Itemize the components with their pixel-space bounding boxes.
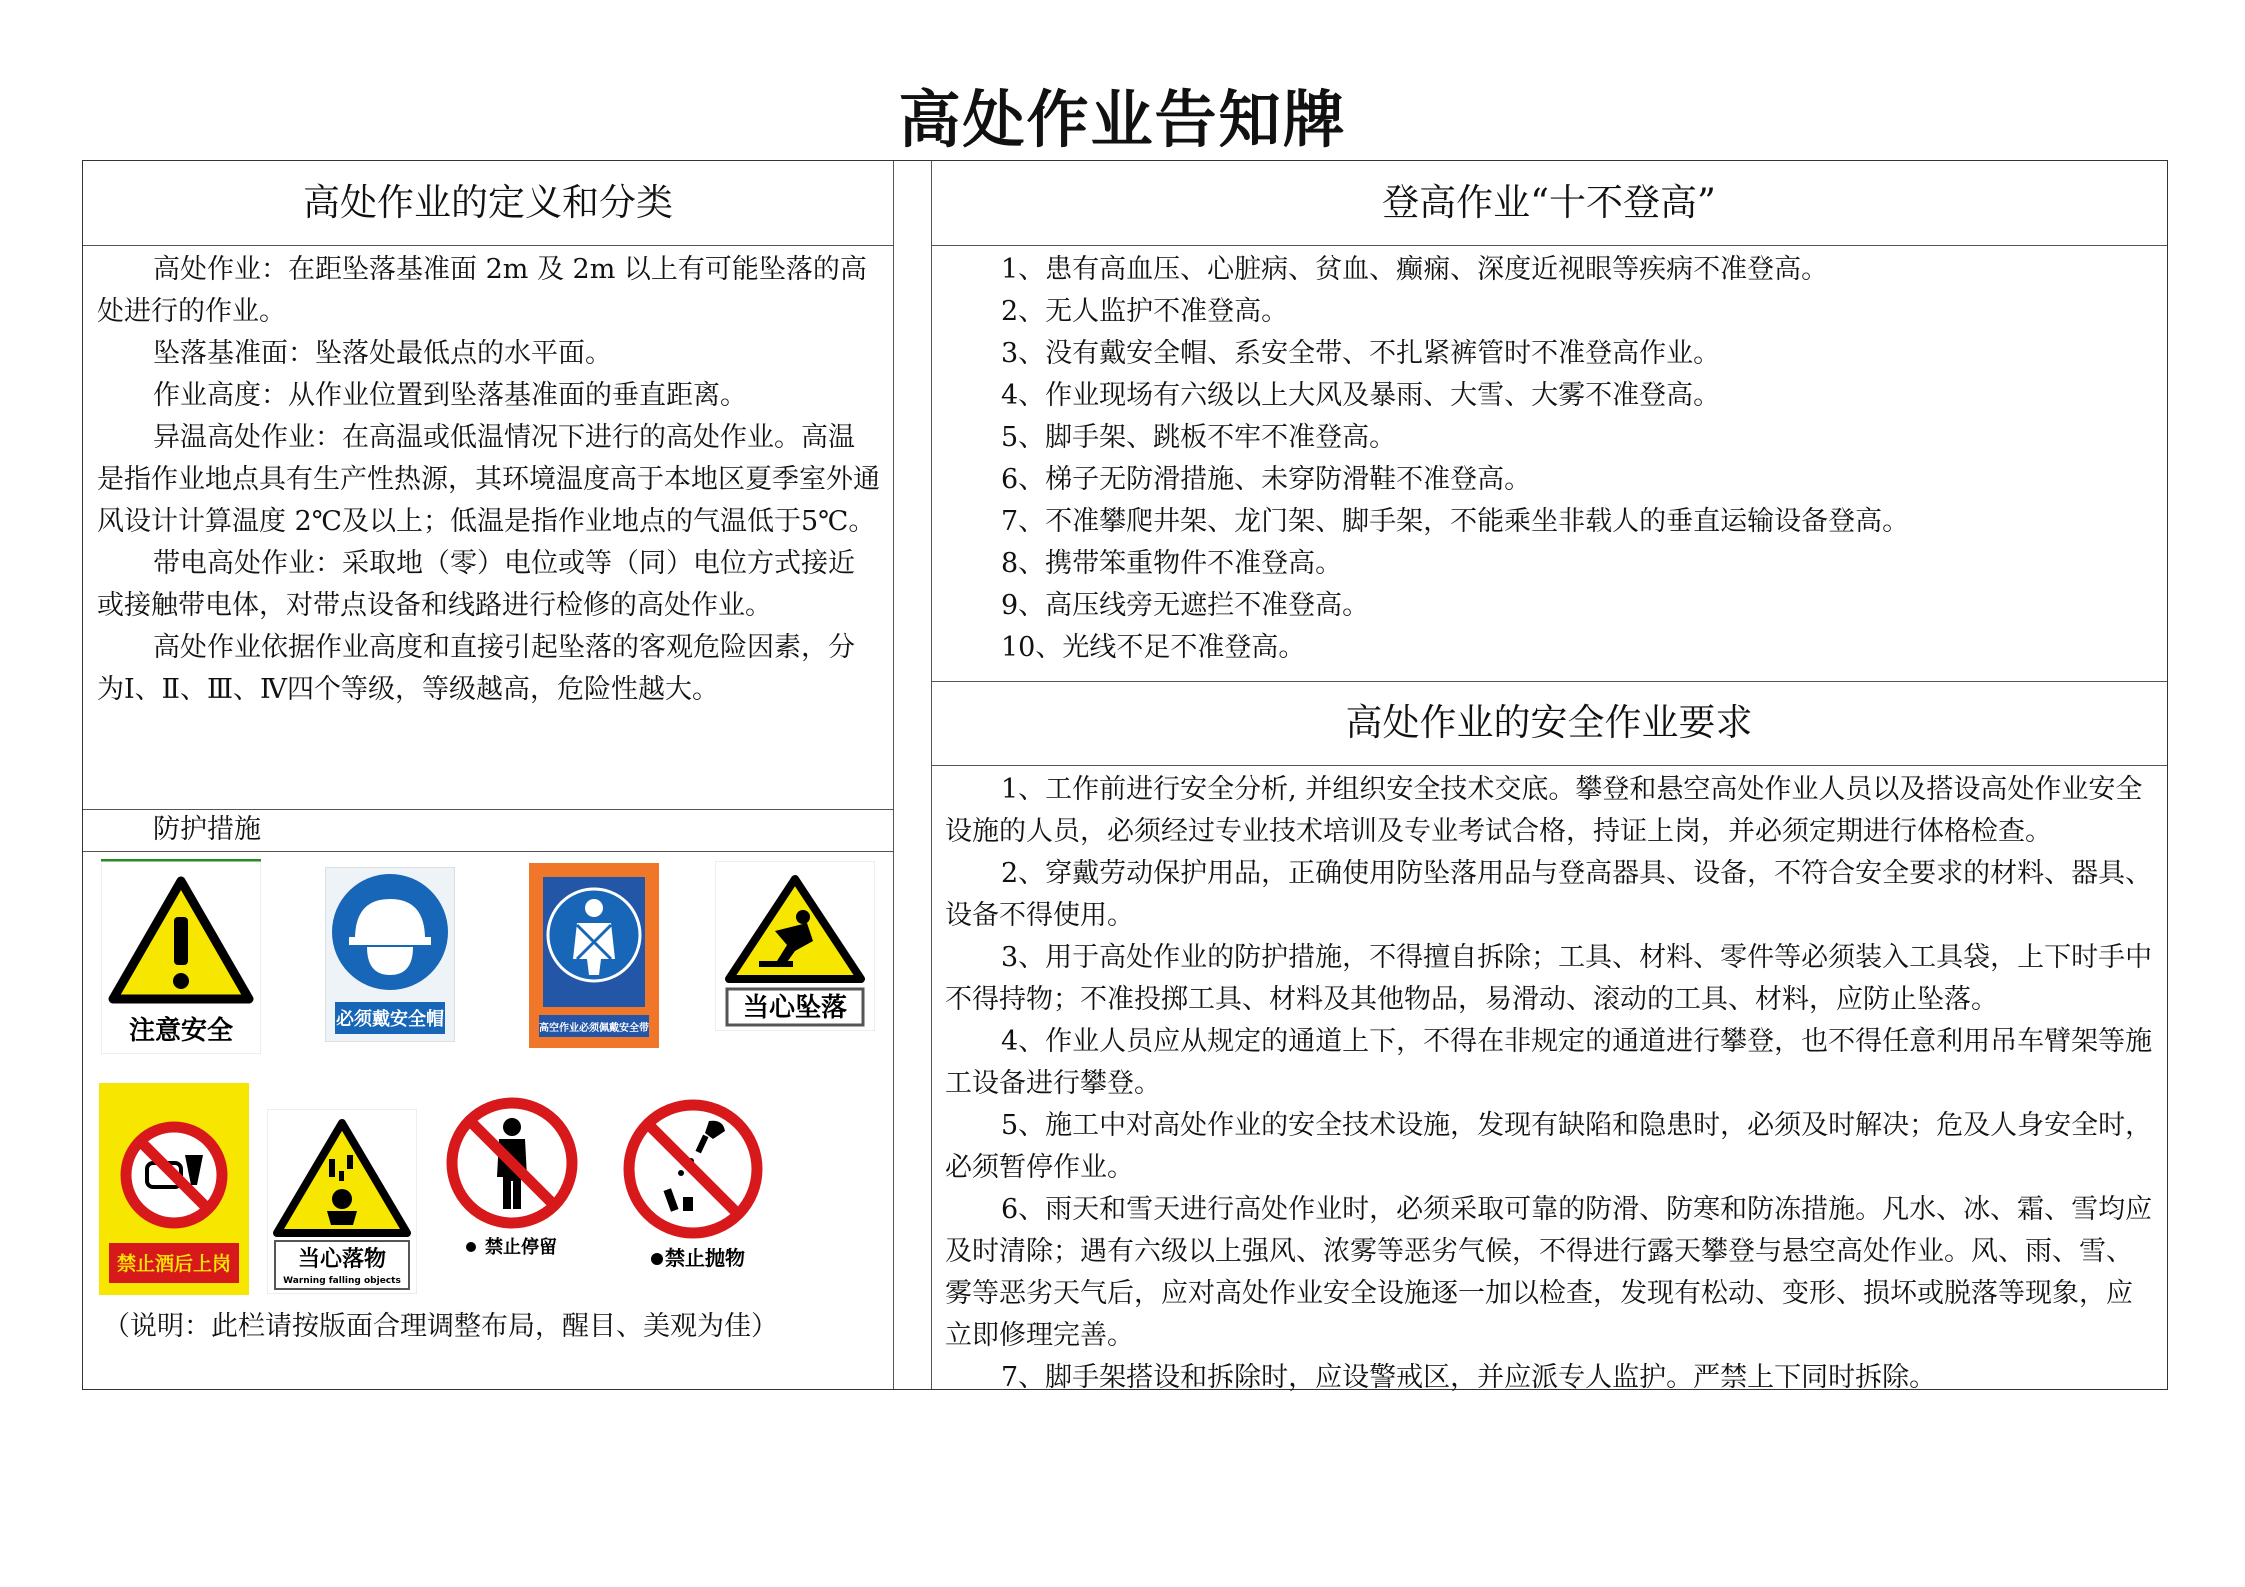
- falling-objects-icon: [267, 1109, 417, 1294]
- list-item: 3、没有戴安全帽、系安全带、不扎紧裤管时不准登高作业。: [1001, 338, 1721, 369]
- list-item: 10、光线不足不准登高。: [1001, 632, 1306, 663]
- list-item: 5、施工中对高处作业的安全技术设施，发现有缺陷和隐患时，必须及时解决；危及人身安全时，必须暂停作业。: [945, 1110, 2153, 1183]
- notice-board: [82, 160, 2168, 1393]
- list-item: 9、高压线旁无遮拦不准登高。: [1001, 590, 1370, 621]
- list-item: 4、作业现场有六级以上大风及暴雨、大雪、大雾不准登高。: [1001, 380, 1721, 411]
- list-item: 6、雨天和雪天进行高处作业时，必须采取可靠的防滑、防寒和防冻措施。凡水、冰、霜、雪均应及时清除；遇有六级以上强风、浓雾等恶劣气候，不得进行露天攀登与悬空高处作业。风、雨、雪、雾等恶劣天气后，应对高处作业安全设施逐一加以检查，发现有松动、变形、损坏或脱落等现象，应立即修理完善。: [945, 1194, 2153, 1351]
- svg-text:禁止酒后上岗: 禁止酒后上岗: [116, 1253, 232, 1275]
- list-item: 7、不准攀爬井架、龙门架、脚手架，不能乘坐非载人的垂直运输设备登高。: [1001, 506, 1910, 537]
- ten-donts-heading: 登高作业“十不登高”: [1382, 181, 1716, 224]
- sign-wear-helmet: [325, 867, 455, 1042]
- list-item: 2、穿戴劳动保护用品，正确使用防坠落用品与登高器具、设备，不符合安全要求的材料、器具、设备不得使用。: [945, 858, 2153, 931]
- no-throwing-icon: [613, 1091, 773, 1276]
- sign-falling-person: [715, 861, 875, 1031]
- column-divider: [931, 161, 932, 1389]
- list-item: 4、作业人员应从规定的通道上下，不得在非规定的通道进行攀登，也不得任意利用吊车臂架等施工设备进行攀登。: [945, 1026, 2153, 1099]
- sign-wear-harness: [529, 863, 659, 1048]
- svg-text:必须戴安全帽: 必须戴安全帽: [336, 1009, 444, 1030]
- svg-text:当心落物: 当心落物: [297, 1247, 387, 1272]
- definition-paragraph: 高处作业依据作业高度和直接引起坠落的客观危险因素，分为Ⅰ、Ⅱ、Ⅲ、Ⅳ四个等级，等级越高，危险性越大。: [97, 632, 855, 705]
- no-stopping-icon: [437, 1091, 587, 1266]
- svg-text:高空作业必须佩戴安全带: 高空作业必须佩戴安全带: [539, 1023, 649, 1034]
- definition-paragraph: 异温高处作业：在高温或低温情况下进行的高处作业。高温是指作业地点具有生产性热源，其环境温度高于本地区夏季室外通风设计计算温度 2℃及以上；低温是指作业地点的气温低于5℃。: [97, 422, 880, 537]
- falling-person-icon: [715, 861, 875, 1031]
- definition-paragraph: 作业高度：从作业位置到坠落基准面的垂直距离。: [153, 380, 747, 411]
- list-item: 5、脚手架、跳板不牢不准登高。: [1001, 422, 1397, 453]
- sign-falling-objects: [267, 1109, 417, 1294]
- svg-text:禁止抛物: 禁止抛物: [665, 1246, 745, 1270]
- definition-heading: 高处作业的定义和分类: [303, 181, 673, 224]
- list-item: 7、脚手架搭设和拆除时，应设警戒区，并应派专人监护。严禁上下同时拆除。: [1001, 1362, 1937, 1393]
- row-divider: [83, 851, 893, 852]
- definition-paragraph: 高处作业：在距坠落基准面 2m 及 2m 以上有可能坠落的高处进行的作业。: [97, 254, 867, 327]
- svg-text:禁止停留: 禁止停留: [485, 1237, 557, 1258]
- list-item: 1、工作前进行安全分析, 并组织安全技术交底。攀登和悬空高处作业人员以及搭设高处作业安全设施的人员，必须经过专业技术培训及专业考试合格，持证上岗，并必须定期进行体格检查。: [945, 774, 2143, 847]
- list-item: 3、用于高处作业的防护措施，不得擅自拆除；工具、材料、零件等必须装入工具袋，上下时手中不得持物；不准投掷工具、材料及其他物品，易滑动、滚动的工具、材料，应防止坠落。: [945, 942, 2153, 1015]
- ten-donts-list: [1001, 249, 2151, 669]
- protection-heading: 防护措施: [153, 814, 261, 845]
- svg-text:当心坠落: 当心坠落: [742, 993, 848, 1023]
- wear-helmet-icon: [325, 867, 455, 1042]
- list-item: 1、患有高血压、心脏病、贫血、癫痫、深度近视眼等疾病不准登高。: [1001, 254, 1829, 285]
- definition-paragraph: 带电高处作业：采取地（零）电位或等（同）电位方式接近或接触带电体，对带点设备和线路进行检修的高处作业。: [97, 548, 855, 621]
- sign-no-throwing: [613, 1091, 773, 1276]
- safety-requirements-heading: 高处作业的安全作业要求: [1345, 701, 1753, 744]
- sign-no-drinking: [99, 1083, 249, 1295]
- safety-requirements-list: [945, 769, 2155, 1399]
- list-item: 6、梯子无防滑措施、未穿防滑鞋不准登高。: [1001, 464, 1532, 495]
- row-divider: [931, 245, 2167, 246]
- no-drinking-icon: [99, 1083, 249, 1295]
- list-item: 2、无人监护不准登高。: [1001, 296, 1289, 327]
- svg-text:Warning falling objects: Warning falling objects: [283, 1276, 401, 1286]
- definition-text: [97, 249, 881, 711]
- wear-harness-icon: [529, 863, 659, 1048]
- page-title: 高处作业告知牌: [898, 83, 1347, 156]
- list-item: 8、携带笨重物件不准登高。: [1001, 548, 1343, 579]
- row-divider: [83, 245, 893, 246]
- sign-caution-general: [101, 859, 261, 1054]
- row-divider: [931, 765, 2167, 766]
- column-divider: [893, 161, 894, 1389]
- svg-text:注意安全: 注意安全: [128, 1016, 234, 1046]
- definition-paragraph: 坠落基准面：坠落处最低点的水平面。: [153, 338, 612, 369]
- general-warning-icon: [101, 859, 261, 1054]
- sign-no-stopping: [437, 1091, 587, 1266]
- layout-note: （说明：此栏请按版面合理调整布局，醒目、美观为佳）: [103, 1311, 778, 1342]
